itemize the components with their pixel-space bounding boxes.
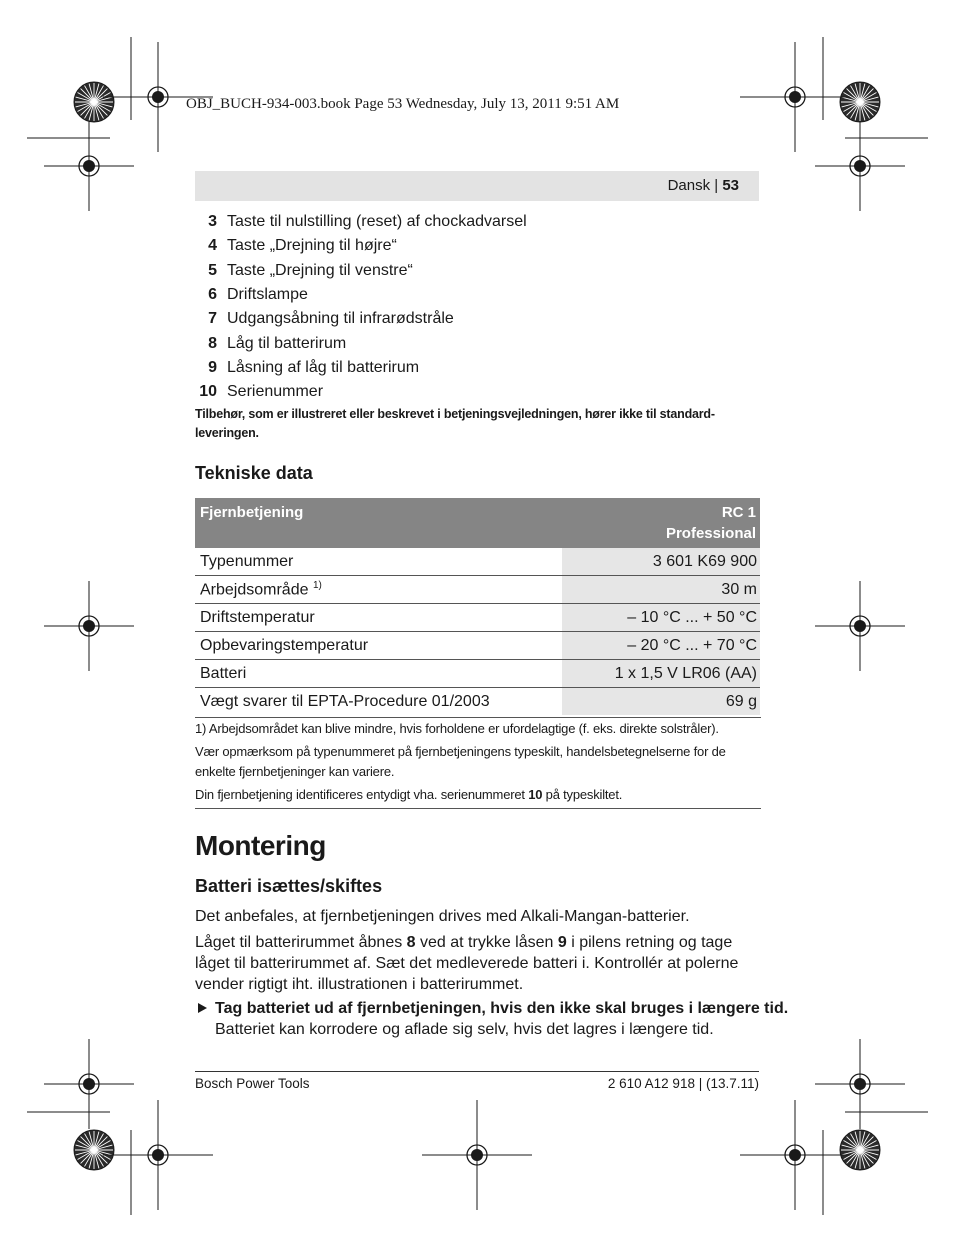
row-label: Vægt svarer til EPTA-Procedure 01/2003 <box>200 692 490 710</box>
row-label: Typenummer <box>195 548 562 576</box>
section-label: Dansk | <box>667 177 723 194</box>
item-text: Driftslampe <box>227 286 308 304</box>
registration-mark-icon <box>740 42 850 152</box>
row-label-text: Arbejdsområde <box>200 581 309 599</box>
accessory-note: Tilbehør, som er illustreret eller beskrevet i betjeningsvejledningen, hører ikke til standard-leveringen. <box>195 407 715 440</box>
serial-number-note <box>195 785 761 809</box>
table-row <box>195 660 760 688</box>
battery-heading: Batteri isættes/skiftes <box>195 876 383 896</box>
table-header-row <box>195 498 760 548</box>
page-header-text <box>668 177 739 194</box>
footer-brand: Bosch Power Tools <box>195 1076 310 1091</box>
note-text: på typeskiltet. <box>542 787 623 802</box>
triangle-bullet-icon <box>198 1003 207 1013</box>
registration-mark-icon <box>815 121 905 211</box>
list-item <box>195 307 765 331</box>
item-text: Låsning af låg til batterirum <box>227 358 420 376</box>
page-number: 53 <box>722 177 739 194</box>
list-item <box>195 380 765 404</box>
component-list <box>195 210 765 404</box>
star-target-icon <box>74 82 114 122</box>
ref-number: 8 <box>406 934 416 951</box>
row-value: 30 m <box>562 576 760 604</box>
tech-data-table <box>195 498 760 715</box>
para-text: Låget til batterirummet åbnes <box>195 934 407 951</box>
tech-data-heading: Tekniske data <box>195 463 313 483</box>
item-number: 8 <box>208 334 217 352</box>
item-text: Taste til nulstilling (reset) af chockadvarsel <box>227 213 527 231</box>
registration-mark-icon <box>44 581 134 671</box>
ref-number: 9 <box>557 934 567 951</box>
item-number: 3 <box>208 213 217 231</box>
para-text: ved at trykke låsen <box>415 934 558 951</box>
row-label: Opbevaringstemperatur <box>195 632 562 660</box>
star-target-icon <box>840 1130 880 1170</box>
note-text: Din fjernbetjening identificeres entydigt vha. serienummeret <box>195 787 529 802</box>
star-target-icon <box>74 1130 114 1170</box>
table-notes <box>195 717 761 809</box>
warning-title: Tag batteriet ud af fjernbetjeningen, hvis den ikke skal bruges i længere tid. <box>215 1000 789 1017</box>
registration-mark-icon <box>815 581 905 671</box>
row-value: 69 g <box>562 688 760 716</box>
page-header-band <box>195 171 759 201</box>
list-item <box>195 259 765 283</box>
item-text: Taste „Drejning til venstre“ <box>227 261 413 279</box>
item-number: 10 <box>199 383 217 401</box>
item-text: Taste „Drejning til højre“ <box>227 237 397 255</box>
footnote-ref: 1) <box>312 579 322 591</box>
book-info-line: OBJ_BUCH-934-003.book Page 53 Wednesday, July 13, 2011 9:51 AM <box>186 96 620 112</box>
row-value: – 10 °C ... + 50 °C <box>562 604 760 632</box>
item-text: Låg til batterirum <box>227 334 347 352</box>
registration-mark-icon <box>44 121 134 211</box>
list-item <box>195 210 765 234</box>
item-number: 5 <box>208 261 217 279</box>
list-item <box>195 283 765 307</box>
type-number-note: Vær opmærksom på typenummeret på fjernbetjeningens typeskilt, handelsbetegnelserne for de enkelte fjernbetjeninger kan variere. <box>195 744 726 779</box>
registration-mark-icon <box>740 1100 850 1210</box>
warning-text: Batteriet kan korrodere og aflade sig selv, hvis det lagres i længere tid. <box>215 1021 714 1038</box>
row-label <box>195 576 562 604</box>
registration-mark-icon <box>422 1100 532 1210</box>
table-header-model <box>562 498 760 548</box>
row-value: 3 601 K69 900 <box>562 548 760 576</box>
para-text: i pilens retning og tage låget til batterirummet af. Sæt det medleverede batteri i. Kontrollér at polerne vender rigtigt iht. illustrationen i batterirummet. <box>195 934 739 993</box>
registration-mark-icon <box>103 1100 213 1210</box>
star-target-icon <box>840 82 880 122</box>
table-row <box>195 576 760 604</box>
row-value: 1 x 1,5 V LR06 (AA) <box>562 660 760 688</box>
footer-doc-number: 2 610 A12 918 | (13.7.11) <box>607 1076 759 1091</box>
note-ref-number: 10 <box>528 787 543 802</box>
montering-heading: Montering <box>195 830 326 861</box>
row-value: – 20 °C ... + 70 °C <box>562 632 760 660</box>
model-name: RC 1 <box>721 504 756 521</box>
list-item <box>195 331 765 355</box>
table-row <box>195 688 760 716</box>
table-footnote: 1) Arbejdsområdet kan blive mindre, hvis forholdene er ufordelagtige (f. eks. direkte solstråler). <box>195 717 761 742</box>
footer-rule <box>195 1071 759 1072</box>
list-item <box>195 234 765 258</box>
battery-recommendation: Det anbefales, at fjernbetjeningen drives med Alkali-Mangan-batterier. <box>195 908 690 925</box>
item-number: 7 <box>208 310 217 328</box>
item-text: Udgangsåbning til infrarødstråle <box>227 310 454 328</box>
row-label: Driftstemperatur <box>195 604 562 632</box>
list-item <box>195 356 765 380</box>
table-row <box>195 604 760 632</box>
battery-instructions <box>195 932 761 995</box>
item-text: Serienummer <box>227 383 324 401</box>
table-header-product: Fjernbetjening <box>195 498 562 548</box>
item-number: 6 <box>208 286 217 304</box>
registration-mark-icon <box>44 1039 134 1129</box>
item-number: 9 <box>208 358 217 376</box>
table-row <box>195 548 760 576</box>
registration-mark-icon <box>815 1039 905 1129</box>
item-number: 4 <box>208 237 217 255</box>
table-row <box>195 632 760 660</box>
row-label: Batteri <box>195 660 562 688</box>
model-line: Professional <box>665 525 756 542</box>
